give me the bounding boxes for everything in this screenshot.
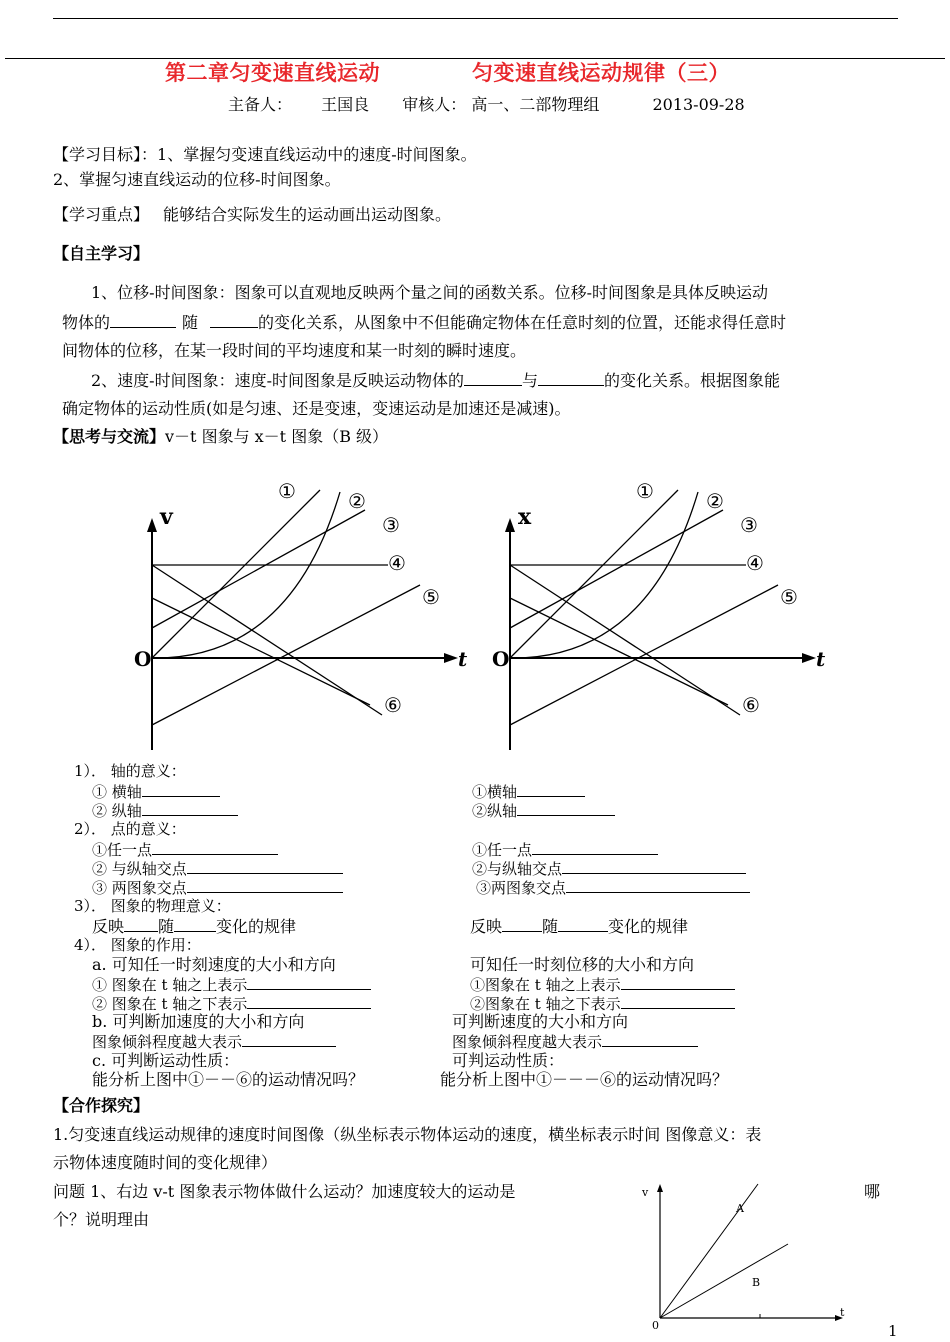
- goal-1: ：1、掌握匀变速直线运动中的速度-时间图象。: [141, 145, 477, 164]
- q-left-v-text: ② 纵轴: [92, 802, 142, 820]
- page-number: 1: [888, 1322, 898, 1340]
- q-right-c: 可判运动性质：: [452, 1051, 565, 1070]
- q-left-p1: [92, 839, 278, 860]
- p1-text-a: 物体的: [62, 313, 111, 332]
- q-right-p3-text: ③两图象交点: [476, 879, 567, 897]
- q-left-meaning: [92, 916, 296, 937]
- vt-label-3: ③: [382, 513, 400, 537]
- date: 2013-09-28: [652, 95, 745, 114]
- xt-curve-1: [510, 490, 678, 658]
- vt-label-1: ①: [278, 479, 296, 503]
- q-left-a2-text: ② 图象在 t 轴之下表示: [92, 995, 248, 1013]
- q-right-a2-text: ②图象在 t 轴之下表示: [470, 995, 621, 1013]
- p1-text-c: 的变化关系，从图象中不但能确定物体在任意时刻的位置，还能求得任意时: [258, 313, 787, 332]
- coop-line-3: 问题 1、右边 v-t 图象表示物体做什么运动？加速度较大的运动是: [53, 1182, 516, 1201]
- xt-curve-3: [510, 492, 698, 658]
- q-left-v: [92, 800, 238, 821]
- q-right-h: [472, 781, 585, 802]
- ab-line-b: [660, 1244, 788, 1318]
- q-left-a1: [92, 974, 371, 995]
- xt-x-arrow: [802, 653, 816, 663]
- blank-left-h[interactable]: [142, 781, 220, 797]
- blank-right-a1[interactable]: [621, 974, 735, 990]
- key-label: 【学习重点】: [53, 205, 150, 224]
- vt-curve-7: [152, 598, 370, 705]
- q-right-a1-text: ①图象在 t 轴之上表示: [470, 976, 621, 994]
- xt-graph: [478, 470, 838, 755]
- blank-right-h[interactable]: [517, 781, 585, 797]
- blank-right-m1[interactable]: [502, 916, 542, 932]
- coop-line-3b: 哪: [864, 1182, 881, 1201]
- blank-left-p1[interactable]: [152, 839, 278, 855]
- q-left-p1-text: ①任一点: [92, 841, 153, 859]
- xt-label-6: ⑥: [742, 693, 760, 717]
- q-right-a: 可知任一时刻位移的大小和方向: [470, 955, 695, 974]
- q-left-p3: [92, 877, 343, 898]
- xt-curve-2: [510, 510, 723, 628]
- q-left-m2: 随: [158, 917, 175, 936]
- xt-y-arrow: [505, 518, 515, 532]
- xt-origin: O: [492, 647, 510, 671]
- vt-y-arrow: [147, 518, 157, 532]
- p2-text-c: 的变化关系。根据图象能: [604, 371, 781, 390]
- xt-label-5: ⑤: [780, 585, 798, 609]
- header-rule-top: [53, 18, 898, 19]
- blank-left-v[interactable]: [142, 800, 238, 816]
- blank-left-b1[interactable]: [242, 1031, 336, 1047]
- xt-y-label: x: [518, 504, 532, 530]
- p1-line-2: [62, 312, 786, 333]
- q-right-h-text: ①横轴: [472, 783, 518, 801]
- ab-origin: 0: [652, 1319, 659, 1330]
- xt-x-label: t: [816, 647, 826, 671]
- goal-2: 2、掌握匀速直线运动的位移-时间图象。: [53, 170, 341, 189]
- q-left-m1: 反映: [92, 917, 125, 936]
- vt-origin: O: [134, 647, 152, 671]
- blank-right-p3[interactable]: [566, 877, 750, 893]
- coop-line-1: 1.匀变速直线运动规律的速度时间图像（纵坐标表示物体运动的速度，横坐标表示时间 图像意义：表: [53, 1125, 762, 1144]
- q-right-m3: 变化的规律: [608, 917, 689, 936]
- reviewer-label: 审核人：: [402, 95, 467, 114]
- think-text: v－t 图象与 x－t 图象（B 级）: [165, 427, 389, 446]
- q-right-b: 可判断速度的大小和方向: [452, 1012, 629, 1031]
- vt-label-2: ②: [348, 489, 366, 513]
- blank-right-p2[interactable]: [562, 858, 746, 874]
- q-right-m1: 反映: [470, 917, 503, 936]
- q-section-2: 2）． 点的意义：: [74, 820, 186, 838]
- vt-curve-6: [152, 565, 382, 715]
- blank-left-a2[interactable]: [247, 993, 371, 1009]
- goal-label: 【学习目标】: [53, 145, 142, 164]
- p1-line-3: 间物体的位移，在某一段时间的平均速度和某一时刻的瞬时速度。: [62, 341, 527, 360]
- blank-right-m2[interactable]: [558, 916, 608, 932]
- q-right-meaning: [470, 916, 688, 937]
- q-right-p2: [472, 858, 746, 879]
- think-line: [53, 427, 388, 447]
- p2-line-1: [91, 370, 780, 391]
- author-name: 王国良: [321, 95, 370, 114]
- q-left-a2: [92, 993, 371, 1014]
- coop-line-4: 个？说明理由: [53, 1210, 150, 1229]
- p2-line-2: 确定物体的运动性质(如是匀速、还是变速，变速运动是加速还是减速)。: [62, 399, 571, 418]
- xt-curve-7: [510, 598, 728, 705]
- q-right-p1-text: ①任一点: [472, 841, 533, 859]
- xt-label-3: ③: [740, 513, 758, 537]
- p2-text-b: 与: [522, 371, 539, 390]
- p2-text-a: 2、速度-时间图象：速度-时间图象是反映运动物体的: [91, 371, 464, 390]
- vt-graph: [120, 470, 480, 755]
- vt-curve-3: [152, 492, 340, 658]
- q-left-p3-text: ③ 两图象交点: [92, 879, 187, 897]
- xt-curve-6: [510, 565, 740, 715]
- xt-label-2: ②: [706, 489, 724, 513]
- blank-object[interactable]: [110, 312, 176, 328]
- blank-quantity-1[interactable]: [464, 370, 522, 386]
- q-right-v-text: ②纵轴: [472, 802, 518, 820]
- vt-x-label: t: [458, 647, 468, 671]
- blank-left-m1[interactable]: [124, 916, 158, 932]
- vt-curve-2: [152, 510, 365, 628]
- xt-label-1: ①: [636, 479, 654, 503]
- key-line: [53, 205, 451, 225]
- blank-left-m2[interactable]: [174, 916, 216, 932]
- vt-y-label: v: [160, 504, 173, 530]
- goal-line-1: [53, 145, 477, 165]
- p1-line-1: 1、位移-时间图象：图象可以直观地反映两个量之间的函数关系。位移-时间图象是具体反映运动: [91, 283, 768, 302]
- q-left-c: c. 可判断运动性质：: [92, 1051, 240, 1070]
- q-left-p2-text: ② 与纵轴交点: [92, 860, 187, 878]
- q-right-p1: [472, 839, 658, 860]
- blank-right-p1[interactable]: [532, 839, 658, 855]
- self-study-heading: 【自主学习】: [53, 244, 150, 263]
- q-left-h: [92, 781, 220, 802]
- q-right-p2-text: ②与纵轴交点: [472, 860, 563, 878]
- ab-y-label: v: [642, 1186, 649, 1199]
- coop-heading: 【合作探究】: [53, 1096, 150, 1115]
- q-left-b1-text: 图象倾斜程度越大表示: [92, 1033, 243, 1051]
- think-heading: 【思考与交流】: [53, 427, 166, 446]
- ab-label-a: A: [736, 1202, 744, 1215]
- ab-y-arrow: [657, 1184, 663, 1192]
- q-right-b1-text: 图象倾斜程度越大表示: [452, 1033, 603, 1051]
- q-left-a1-text: ① 图象在 t 轴之上表示: [92, 976, 248, 994]
- blank-right-b1[interactable]: [602, 1031, 698, 1047]
- blank-right-v[interactable]: [517, 800, 615, 816]
- blank-right-a2[interactable]: [621, 993, 735, 1009]
- vt-label-5: ⑤: [422, 585, 440, 609]
- q-left-m3: 变化的规律: [216, 917, 297, 936]
- page-title-lesson: 匀变速直线运动规律（三）: [472, 60, 730, 85]
- q-section-3: 3）． 图象的物理意义：: [74, 897, 231, 915]
- blank-variable[interactable]: [210, 312, 258, 328]
- q-left-b: b. 可判断加速度的大小和方向: [92, 1012, 305, 1031]
- p1-text-b: 随: [182, 313, 199, 332]
- q-right-m2: 随: [542, 917, 559, 936]
- q-right-v: [472, 800, 615, 821]
- vt-label-4: ④: [388, 551, 406, 575]
- q-right-end: 能分析上图中①－－－⑥的运动情况吗？: [440, 1070, 729, 1089]
- q-left-end: 能分析上图中①－－⑥的运动情况吗？: [92, 1070, 365, 1089]
- q-left-h-text: ① 横轴: [92, 783, 142, 801]
- ab-label-b: B: [752, 1276, 761, 1289]
- blank-left-p3[interactable]: [187, 877, 343, 893]
- vt-ab-graph: [638, 1178, 863, 1330]
- page-title-chapter: 第二章匀变速直线运动: [165, 60, 380, 85]
- meta-line: [228, 95, 745, 115]
- q-right-p3: [476, 877, 750, 898]
- blank-left-a1[interactable]: [247, 974, 371, 990]
- blank-quantity-2[interactable]: [538, 370, 604, 386]
- q-right-b1: [452, 1031, 698, 1052]
- reviewer-name: 高一、二部物理组: [471, 95, 600, 114]
- q-left-p2: [92, 858, 343, 879]
- q-right-a2: [470, 993, 735, 1014]
- ab-x-label: t: [840, 1306, 845, 1319]
- vt-curve-1: [152, 490, 320, 658]
- q-right-a1: [470, 974, 735, 995]
- q-section-1: 1）． 轴的意义：: [74, 762, 186, 780]
- xt-label-4: ④: [746, 551, 764, 575]
- key-text: 能够结合实际发生的运动画出运动图象。: [163, 205, 452, 224]
- vt-x-arrow: [444, 653, 458, 663]
- q-left-b1: [92, 1031, 336, 1052]
- q-left-a: a. 可知任一时刻速度的大小和方向: [92, 955, 336, 974]
- q-section-4: 4）． 图象的作用：: [74, 936, 201, 954]
- author-label: 主备人：: [228, 95, 293, 114]
- vt-label-6: ⑥: [384, 693, 402, 717]
- coop-line-2: 示物体速度随时间的变化规律）: [53, 1153, 278, 1172]
- blank-left-p2[interactable]: [187, 858, 343, 874]
